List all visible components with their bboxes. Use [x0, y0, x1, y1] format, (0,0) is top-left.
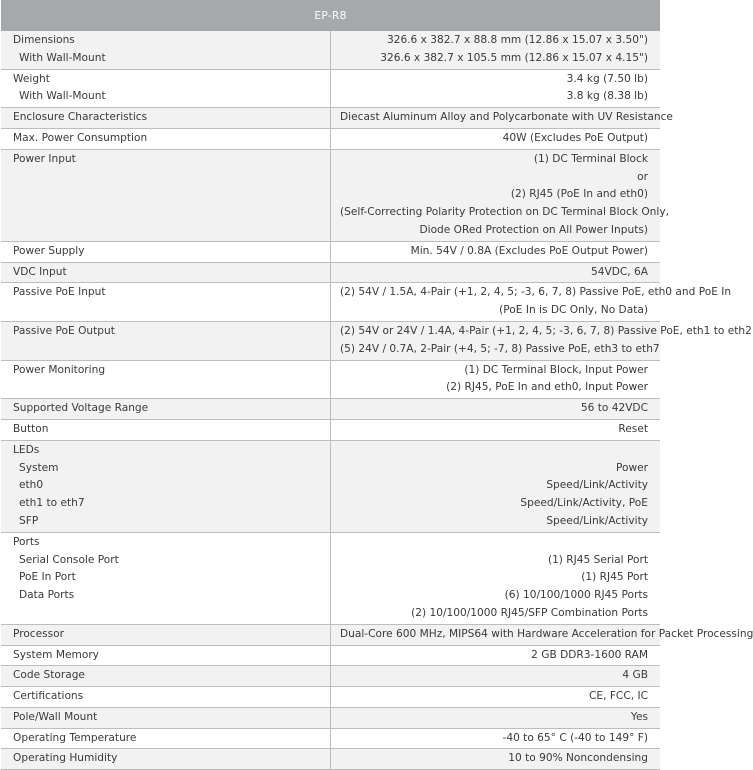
- spec-value-text: 3.4 kg (7.50 lb): [566, 72, 648, 85]
- spec-label-text: System Memory: [13, 648, 99, 661]
- spec-value: [331, 283, 732, 322]
- spec-value-text: 326.6 x 382.7 x 88.8 mm (12.86 x 15.07 x 3.50"): [386, 34, 648, 46]
- spec-label: [1, 262, 331, 283]
- spec-label: [1, 128, 331, 149]
- spec-sublabel-text: eth0: [19, 479, 44, 492]
- spec-row: [1, 749, 660, 770]
- spec-value: [331, 749, 661, 770]
- spec-value-text: (6) 10/100/1000 RJ45 Ports: [504, 589, 648, 602]
- spec-label-text: Pole/Wall Mount: [13, 710, 98, 723]
- spec-row: [1, 31, 660, 69]
- spec-value: [331, 728, 661, 749]
- spec-value-text: (1) DC Terminal Block: [533, 152, 648, 165]
- spec-value-text: [340, 442, 648, 460]
- spec-label: [1, 624, 331, 645]
- spec-sublabel-text: [13, 605, 321, 623]
- spec-value: [331, 532, 661, 624]
- spec-value: [331, 645, 661, 666]
- spec-label: [1, 728, 331, 749]
- spec-value-text: (2) RJ45 (PoE In and eth0): [510, 188, 648, 201]
- spec-label: [1, 749, 331, 770]
- spec-value: [331, 262, 661, 283]
- spec-value-text: [340, 534, 648, 552]
- spec-sublabel-text: With Wall-Mount: [19, 90, 106, 103]
- spec-sublabel-text: With Wall-Mount: [19, 51, 106, 64]
- spec-value-text: Yes: [630, 710, 648, 723]
- spec-value: [331, 624, 753, 645]
- spec-label-text: Supported Voltage Range: [13, 402, 149, 415]
- spec-row: [1, 262, 660, 283]
- spec-row: [1, 321, 660, 360]
- spec-value-text: or: [637, 170, 648, 183]
- spec-row: [1, 149, 660, 241]
- spec-value: [331, 666, 661, 687]
- spec-value: [331, 687, 661, 708]
- spec-label: [1, 419, 331, 440]
- spec-value: [331, 440, 661, 532]
- spec-value-text: (1) RJ45 Serial Port: [547, 553, 648, 566]
- spec-row: [1, 666, 660, 687]
- spec-value: [331, 707, 661, 728]
- spec-label: [1, 149, 331, 241]
- spec-row: [1, 128, 660, 149]
- spec-label: [1, 31, 331, 69]
- spec-value-text: CE, FCC, IC: [589, 690, 648, 703]
- spec-value-text: (2) 54V or 24V / 1.4A, 4-Pair (+1, 2, 4, 5; -3, 6, 7, 8) Passive PoE, eth1 to eth2: [340, 324, 752, 337]
- spec-value-text: Dual-Core 600 MHz, MIPS64 with Hardware Acceleration for Packet Processing: [340, 627, 753, 640]
- spec-label-text: VDC Input: [13, 265, 67, 278]
- spec-row: [1, 360, 660, 399]
- spec-label-text: Weight: [13, 72, 50, 85]
- spec-label: [1, 707, 331, 728]
- spec-value-text: 56 to 42VDC: [580, 402, 648, 415]
- spec-label-text: Processor: [13, 627, 65, 640]
- spec-value: [331, 149, 669, 241]
- spec-row: [1, 440, 660, 532]
- spec-row: [1, 283, 660, 322]
- spec-label: [1, 532, 331, 624]
- spec-row: [1, 419, 660, 440]
- spec-row: [1, 645, 660, 666]
- spec-value-text: (1) RJ45 Port: [581, 571, 648, 584]
- model-name: EP-R8: [1, 0, 660, 31]
- spec-value-text: 2 GB DDR3-1600 RAM: [531, 648, 648, 661]
- spec-row: [1, 399, 660, 420]
- spec-label: [1, 399, 331, 420]
- spec-value-text: Reset: [618, 422, 648, 435]
- spec-label-text: Operating Temperature: [13, 731, 137, 744]
- spec-row: [1, 687, 660, 708]
- spec-value-text: Min. 54V / 0.8A (Excludes PoE Output Power): [410, 244, 648, 257]
- spec-label: [1, 69, 331, 108]
- spec-value-text: (PoE In is DC Only, No Data): [499, 304, 648, 317]
- spec-label-text: Enclosure Characteristics: [13, 111, 148, 124]
- spec-value-text: 10 to 90% Noncondensing: [508, 752, 648, 765]
- spec-label-text: Passive PoE Output: [13, 324, 115, 337]
- spec-sublabel-text: Serial Console Port: [19, 553, 119, 566]
- spec-value-text: (2) RJ45, PoE In and eth0, Input Power: [446, 381, 648, 394]
- spec-label-text: Operating Humidity: [13, 752, 118, 765]
- spec-label: [1, 687, 331, 708]
- spec-label-text: Code Storage: [13, 669, 85, 682]
- spec-sublabel-text: System: [19, 461, 59, 474]
- spec-value-text: Diecast Aluminum Alloy and Polycarbonate with UV Resistance: [340, 111, 673, 124]
- spec-table: [1, 0, 753, 770]
- spec-value: [331, 69, 661, 108]
- spec-label-text: Passive PoE Input: [13, 286, 106, 299]
- spec-header-row: [1, 0, 660, 31]
- spec-label: [1, 241, 331, 262]
- spec-value-text: Speed/Link/Activity: [546, 514, 648, 527]
- spec-value: [331, 31, 661, 69]
- spec-label-text: Power Supply: [13, 244, 85, 257]
- spec-value: [331, 419, 661, 440]
- spec-label: [1, 108, 331, 129]
- spec-row: [1, 728, 660, 749]
- spec-row: [1, 707, 660, 728]
- spec-label: [1, 283, 331, 322]
- spec-row: [1, 624, 660, 645]
- spec-value: [331, 321, 752, 360]
- spec-value: [331, 108, 673, 129]
- spec-label: [1, 645, 331, 666]
- spec-row: [1, 532, 660, 624]
- spec-label: [1, 440, 331, 532]
- spec-value-text: -40 to 65° C (-40 to 149° F): [502, 731, 648, 744]
- spec-value-text: (2) 10/100/1000 RJ45/SFP Combination Ports: [411, 606, 648, 619]
- spec-value-text: Diode ORed Protection on All Power Inputs): [419, 223, 648, 236]
- spec-value-text: Speed/Link/Activity: [546, 479, 648, 492]
- spec-value-text: Speed/Link/Activity, PoE: [520, 497, 648, 510]
- spec-label: [1, 666, 331, 687]
- spec-sublabel-text: SFP: [19, 514, 39, 527]
- spec-body: [1, 31, 753, 770]
- spec-sublabel-text: Data Ports: [19, 589, 75, 602]
- spec-value: [331, 128, 661, 149]
- spec-sublabel-text: eth1 to eth7: [19, 497, 85, 510]
- spec-value-text: Power: [615, 461, 648, 474]
- spec-label-text: LEDs: [13, 443, 40, 456]
- spec-label-text: Max. Power Consumption: [13, 131, 148, 144]
- spec-label-text: Ports: [13, 535, 40, 548]
- spec-row: [1, 108, 660, 129]
- spec-value-text: (1) DC Terminal Block, Input Power: [464, 363, 648, 376]
- spec-label-text: Button: [13, 422, 49, 435]
- spec-value-text: (Self-Correcting Polarity Protection on DC Terminal Block Only,: [340, 206, 669, 219]
- spec-label: [1, 360, 331, 399]
- spec-value-text: 54VDC, 6A: [590, 265, 648, 278]
- spec-label: [1, 321, 331, 360]
- spec-row: [1, 69, 660, 108]
- spec-label-text: Power Monitoring: [13, 363, 106, 376]
- spec-row: [1, 241, 660, 262]
- spec-label-text: Dimensions: [13, 34, 75, 46]
- spec-value-text: 40W (Excludes PoE Output): [502, 131, 648, 144]
- spec-value-text: (2) 54V / 1.5A, 4-Pair (+1, 2, 4, 5; -3, 6, 7, 8) Passive PoE, eth0 and PoE In: [340, 286, 732, 299]
- spec-label-text: Power Input: [13, 152, 76, 165]
- spec-value-text: 326.6 x 382.7 x 105.5 mm (12.86 x 15.07 x 4.15"): [380, 51, 648, 64]
- spec-value: [331, 360, 661, 399]
- spec-value-text: 3.8 kg (8.38 lb): [566, 90, 648, 103]
- spec-value-text: 4 GB: [622, 669, 648, 682]
- spec-value-text: (5) 24V / 0.7A, 2-Pair (+4, 5; -7, 8) Passive PoE, eth3 to eth7: [340, 342, 660, 355]
- spec-sublabel-text: PoE In Port: [19, 571, 76, 584]
- spec-value: [331, 241, 661, 262]
- spec-label-text: Certifications: [13, 690, 84, 703]
- spec-value: [331, 399, 661, 420]
